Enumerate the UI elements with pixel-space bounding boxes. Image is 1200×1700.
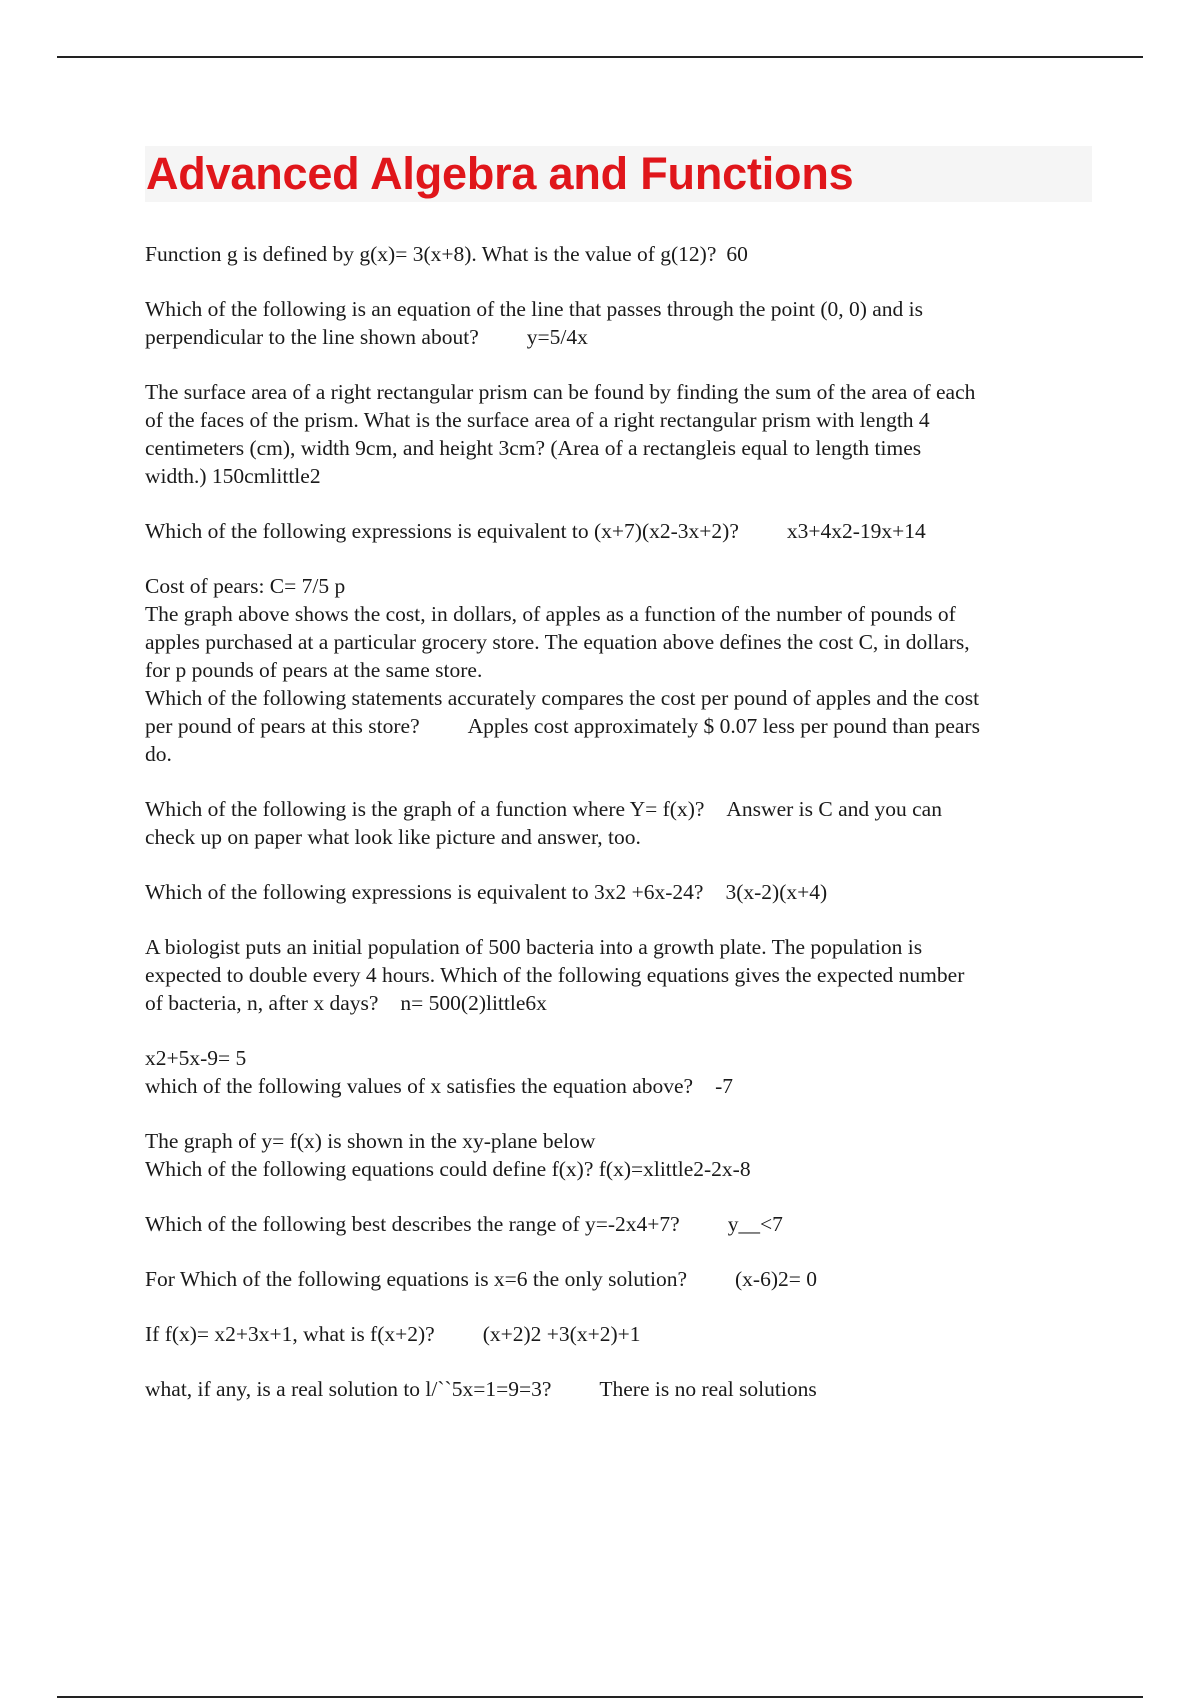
qa-line [145,878,1095,906]
question-text: Which of the following is the graph of a function where Y= f(x)? [145,797,705,821]
question-text: Which of the following is an equation of the line that passes through the point (0, 0) and is [145,297,924,321]
answer-text: Answer is C and you can [726,797,942,821]
question-text: For Which of the following equations is x=6 the only solution? [145,1267,688,1291]
answer-text: n= 500(2)little6x [400,991,547,1015]
answer-text: (x-6)2= 0 [735,1267,817,1291]
question-text: centimeters (cm), width 9cm, and height 3cm? (Area of a rectangleis equal to length times [145,436,922,460]
answer-text: 150cmlittle2 [211,464,321,488]
qa-item-7 [145,878,1095,906]
qa-line [145,323,1095,351]
question-text: of the faces of the prism. What is the surface area of a right rectangular prism with length 4 [145,408,930,432]
answer-text: There is no real solutions [599,1377,817,1401]
question-text: per pound of pears at this store? [145,714,420,738]
question-text: Which of the following expressions is equivalent to 3x2 +6x-24? [145,880,704,904]
top-rule [57,56,1143,58]
title-band [145,146,1092,202]
question-text: Which of the following statements accurately compares the cost per pound of apples and the cost [145,686,980,710]
qa-line [145,1072,1095,1100]
qa-item-13 [145,1320,1095,1348]
question-text: apples purchased at a particular grocery store. The equation above defines the cost C, in dollars, [145,630,970,654]
question-text: x2+5x-9= 5 [145,1046,247,1070]
question-text: Which of the following best describes the range of y=-2x4+7? [145,1212,680,1236]
qa-item-2 [145,295,1095,351]
qa-item-12 [145,1265,1095,1293]
question-text: The surface area of a right rectangular prism can be found by finding the sum of the area of each [145,380,976,404]
question-text: expected to double every 4 hours. Which of the following equations gives the expected number [145,963,965,987]
document-body [145,146,1095,1430]
qa-line [145,1265,1095,1293]
question-text: Function g is defined by g(x)= 3(x+8). What is the value of g(12)? [145,242,717,266]
answer-text: y__<7 [727,1212,783,1236]
answer-text: y=5/4x [526,325,588,349]
question-text: which of the following values of x satisfies the equation above? [145,1074,694,1098]
answer-text: 3(x-2)(x+4) [725,880,828,904]
qa-line [145,240,1095,268]
question-text: Cost of pears: C= 7/5 p [145,574,346,598]
answer-text: check up on paper what look like picture and answer, too. [145,825,641,849]
qa-line [145,1210,1095,1238]
answer-text: -7 [715,1074,734,1098]
question-text: A biologist puts an initial population of 500 bacteria into a growth plate. The population is [145,935,923,959]
qa-line [145,1320,1095,1348]
question-text: for p pounds of pears at the same store. [145,658,483,682]
qa-item-11 [145,1210,1095,1238]
answer-text: f(x)=xlittle2-2x-8 [598,1157,751,1181]
question-text: Which of the following equations could define f(x)? [145,1157,594,1181]
qa-line [145,462,1095,490]
qa-line [145,795,1095,823]
qa-item-6 [145,795,1095,851]
qa-line [145,517,1095,545]
question-text: Which of the following expressions is equivalent to (x+7)(x2-3x+2)? [145,519,739,543]
qa-item-8 [145,933,1095,1017]
qa-item-1 [145,240,1095,268]
page-title: Advanced Algebra and Functions [146,148,854,199]
qa-line [145,989,1095,1017]
answer-text: do. [145,742,172,766]
qa-item-9 [145,1044,1095,1100]
question-text: The graph of y= f(x) is shown in the xy-plane below [145,1129,596,1153]
answer-text: (x+2)2 +3(x+2)+1 [482,1322,641,1346]
question-text: what, if any, is a real solution to l/``5x=1=9=3? [145,1377,552,1401]
answer-text: 60 [726,242,748,266]
answer-text: Apples cost approximately $ 0.07 less per pound than pears [467,714,980,738]
question-text: If f(x)= x2+3x+1, what is f(x+2)? [145,1322,435,1346]
qa-item-4 [145,517,1095,545]
qa-item-5 [145,572,1095,768]
question-text: perpendicular to the line shown about? [145,325,479,349]
qa-item-3 [145,378,1095,490]
qa-item-14 [145,1375,1095,1403]
question-text: width.) [145,464,207,488]
answer-text: x3+4x2-19x+14 [786,519,926,543]
qa-line [145,1375,1095,1403]
qa-line [145,1155,1095,1183]
question-text: The graph above shows the cost, in dollars, of apples as a function of the number of pounds of [145,602,956,626]
question-text: of bacteria, n, after x days? [145,991,379,1015]
qa-item-10 [145,1127,1095,1183]
qa-line [145,712,1095,740]
bottom-rule [57,1696,1143,1698]
